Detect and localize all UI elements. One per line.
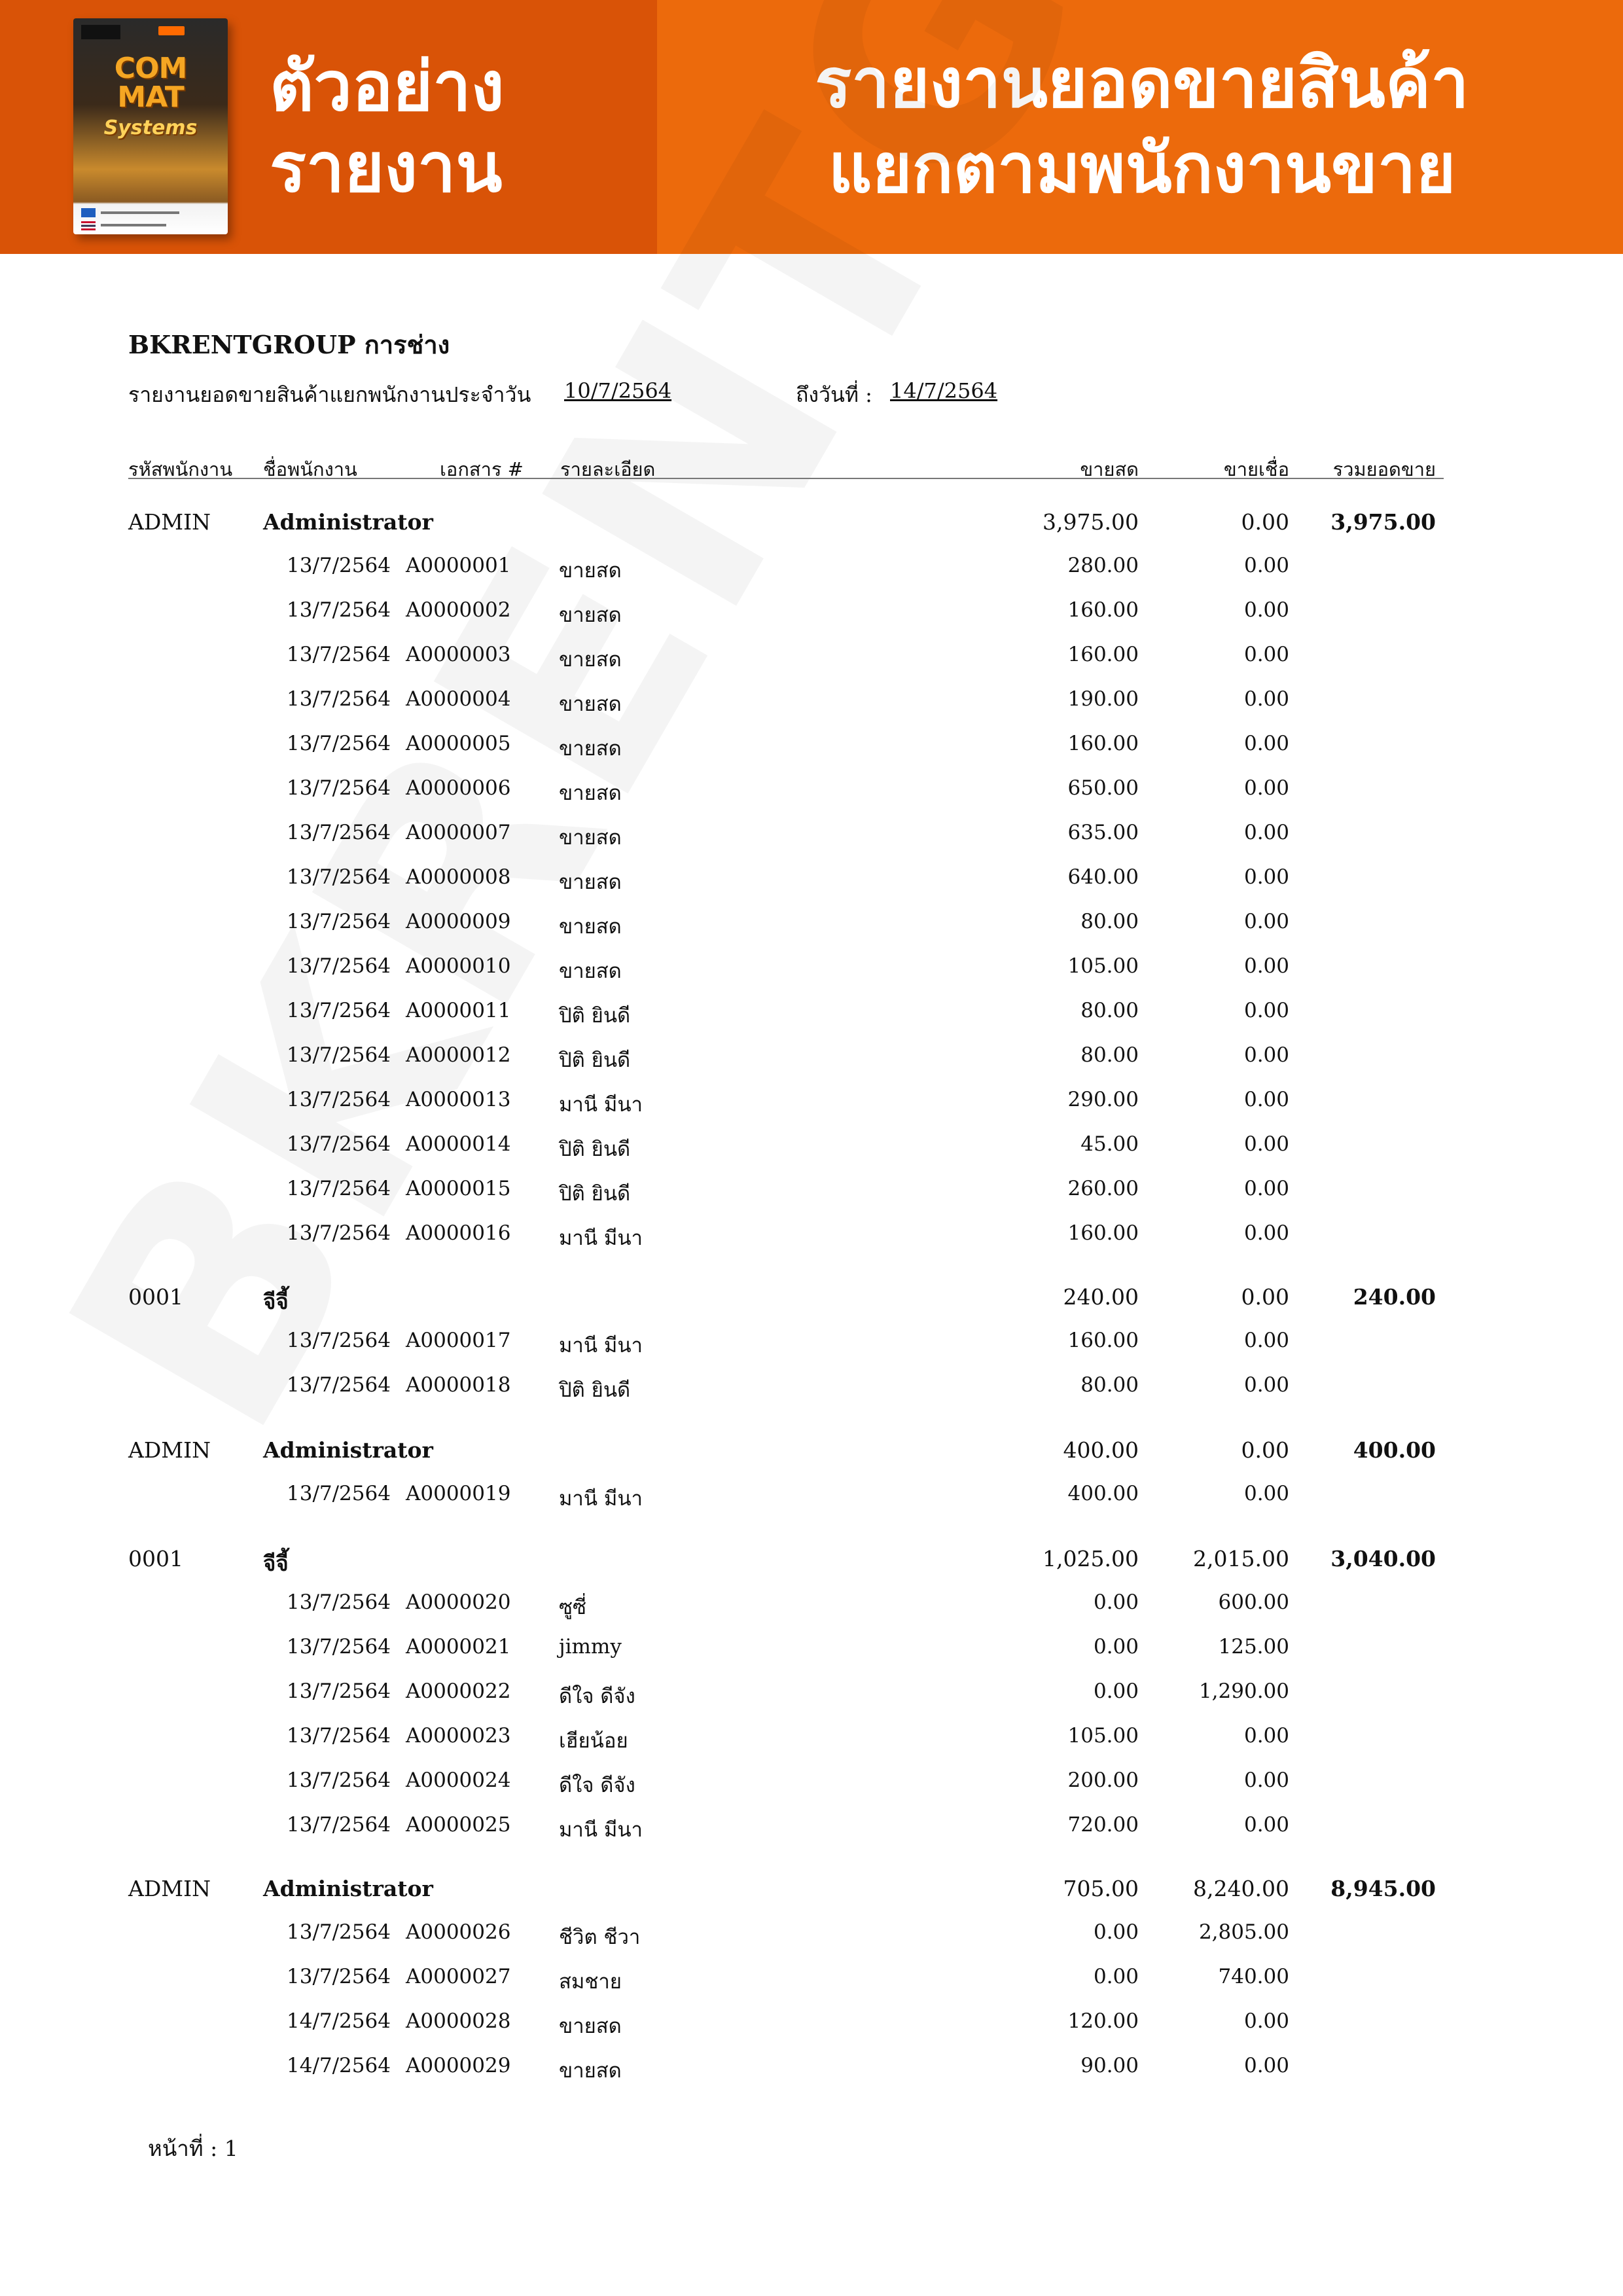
doc-description: มานี มีนา xyxy=(559,1227,643,1250)
product-box-image xyxy=(73,18,228,234)
doc-number: A0000019 xyxy=(406,1482,511,1505)
doc-date: 13/7/2564 xyxy=(287,1373,391,1397)
cash-amount: 635.00 xyxy=(1067,821,1139,844)
salesperson-code: ADMIN xyxy=(128,1876,211,1901)
credit-amount: 0.00 xyxy=(1243,1088,1289,1111)
doc-date: 13/7/2564 xyxy=(287,910,391,933)
cash-amount: 640.00 xyxy=(1067,865,1139,889)
cash-amount: 650.00 xyxy=(1067,776,1139,800)
table-row xyxy=(0,1329,1623,1360)
table-row xyxy=(0,598,1623,630)
table-row xyxy=(0,2009,1623,2041)
group-grand-total: 3,975.00 xyxy=(1330,509,1436,535)
table-row xyxy=(0,1482,1623,1513)
doc-description: ปิติ ยินดี xyxy=(559,1004,631,1028)
doc-number: A0000001 xyxy=(406,554,511,577)
credit-amount: 0.00 xyxy=(1243,1177,1289,1200)
credit-amount: 0.00 xyxy=(1243,554,1289,577)
doc-number: A0000006 xyxy=(406,776,511,800)
credit-amount: 740.00 xyxy=(1218,1965,1289,1988)
group-cash-total: 1,025.00 xyxy=(1043,1546,1139,1571)
table-row xyxy=(0,1373,1623,1405)
doc-description: ขายสด xyxy=(559,603,622,627)
doc-number: A0000022 xyxy=(406,1679,511,1703)
group-credit-total: 0.00 xyxy=(1241,1437,1289,1463)
cash-amount: 160.00 xyxy=(1067,1221,1139,1245)
credit-amount: 0.00 xyxy=(1243,776,1289,800)
salesperson-group-row xyxy=(0,509,1623,541)
credit-amount: 0.00 xyxy=(1243,1813,1289,1837)
salesperson-group-row xyxy=(0,1876,1623,1907)
doc-number: A0000016 xyxy=(406,1221,511,1245)
credit-amount: 0.00 xyxy=(1243,598,1289,622)
doc-date: 13/7/2564 xyxy=(287,865,391,889)
cash-amount: 80.00 xyxy=(1080,910,1139,933)
doc-number: A0000017 xyxy=(406,1329,511,1352)
group-cash-total: 705.00 xyxy=(1063,1876,1139,1901)
doc-date: 13/7/2564 xyxy=(287,1768,391,1792)
product-box-top-strip xyxy=(81,25,120,39)
doc-date: 13/7/2564 xyxy=(287,554,391,577)
table-row xyxy=(0,999,1623,1030)
col-header-credit: ขายเชื่อ xyxy=(1223,458,1289,480)
salesperson-group-row xyxy=(0,1546,1623,1577)
doc-description: มานี มีนา xyxy=(559,1334,643,1357)
company-name: BKRENTGROUP การช่าง xyxy=(128,330,450,359)
product-logo-sub: Systems xyxy=(103,117,198,139)
doc-description: ชีวิต ชีวา xyxy=(559,1926,641,1949)
doc-number: A0000029 xyxy=(406,2054,511,2077)
table-row xyxy=(0,1679,1623,1711)
table-row xyxy=(0,1965,1623,1996)
doc-description: ซูซี่ xyxy=(559,1596,587,1619)
doc-description: jimmy xyxy=(559,1635,622,1659)
credit-amount: 0.00 xyxy=(1243,1329,1289,1352)
doc-description: มานี มีนา xyxy=(559,1487,643,1511)
cash-amount: 260.00 xyxy=(1067,1177,1139,1200)
salesperson-code: 0001 xyxy=(128,1546,183,1571)
product-box-text-line xyxy=(101,211,179,214)
doc-date: 14/7/2564 xyxy=(287,2054,391,2077)
doc-number: A0000014 xyxy=(406,1132,511,1156)
doc-description: มานี มีนา xyxy=(559,1818,643,1842)
doc-number: A0000005 xyxy=(406,732,511,755)
cash-amount: 80.00 xyxy=(1080,1373,1139,1397)
credit-amount: 0.00 xyxy=(1243,821,1289,844)
doc-description: ขายสด xyxy=(559,559,622,583)
date-to: 14/7/2564 xyxy=(890,378,998,403)
report-title-line xyxy=(128,378,998,412)
credit-amount: 0.00 xyxy=(1243,2054,1289,2077)
doc-date: 13/7/2564 xyxy=(287,1132,391,1156)
cash-amount: 0.00 xyxy=(1093,1920,1139,1944)
salesperson-group-row xyxy=(0,1437,1623,1469)
doc-date: 13/7/2564 xyxy=(287,732,391,755)
credit-amount: 0.00 xyxy=(1243,954,1289,978)
doc-date: 13/7/2564 xyxy=(287,1679,391,1703)
doc-date: 13/7/2564 xyxy=(287,687,391,711)
thai-flag-icon xyxy=(81,221,96,230)
cash-amount: 160.00 xyxy=(1067,598,1139,622)
table-row xyxy=(0,643,1623,674)
header-banner xyxy=(0,0,1623,254)
doc-number: A0000021 xyxy=(406,1635,511,1659)
group-cash-total: 400.00 xyxy=(1063,1437,1139,1463)
credit-amount: 0.00 xyxy=(1243,1132,1289,1156)
col-header-cash: ขายสด xyxy=(1080,458,1139,480)
doc-description: ขายสด xyxy=(559,737,622,761)
doc-date: 13/7/2564 xyxy=(287,643,391,666)
product-box-badge xyxy=(158,26,185,35)
credit-amount: 0.00 xyxy=(1243,999,1289,1022)
doc-description: ขายสด xyxy=(559,826,622,850)
salesperson-code: 0001 xyxy=(128,1284,183,1310)
banner-title-right-line2: แยกตามพนักงานขาย xyxy=(828,128,1456,208)
doc-number: A0000011 xyxy=(406,999,511,1022)
doc-date: 13/7/2564 xyxy=(287,1590,391,1614)
table-row xyxy=(0,1590,1623,1622)
doc-date: 13/7/2564 xyxy=(287,1724,391,1748)
banner-title-right xyxy=(661,41,1623,211)
table-row xyxy=(0,910,1623,941)
table-row xyxy=(0,1043,1623,1075)
banner-title-right-line1: รายงานยอดขายสินค้า xyxy=(815,43,1469,123)
cash-amount: 160.00 xyxy=(1067,732,1139,755)
doc-date: 13/7/2564 xyxy=(287,1088,391,1111)
doc-date: 13/7/2564 xyxy=(287,821,391,844)
doc-number: A0000004 xyxy=(406,687,511,711)
table-row xyxy=(0,1177,1623,1208)
product-logo-line2: MAT xyxy=(117,81,184,114)
salesperson-name: Administrator xyxy=(263,1437,433,1463)
group-credit-total: 0.00 xyxy=(1241,1284,1289,1310)
doc-date: 13/7/2564 xyxy=(287,1043,391,1067)
credit-amount: 0.00 xyxy=(1243,1482,1289,1505)
cash-amount: 105.00 xyxy=(1067,1724,1139,1748)
doc-number: A0000028 xyxy=(406,2009,511,2033)
credit-amount: 0.00 xyxy=(1243,865,1289,889)
banner-left-panel xyxy=(0,0,657,254)
salesperson-name: Administrator xyxy=(263,509,433,535)
doc-date: 13/7/2564 xyxy=(287,1813,391,1837)
table-row xyxy=(0,1088,1623,1119)
group-grand-total: 8,945.00 xyxy=(1330,1876,1436,1901)
credit-amount: 2,805.00 xyxy=(1198,1920,1289,1944)
cash-amount: 200.00 xyxy=(1067,1768,1139,1792)
header-divider xyxy=(128,478,1444,479)
group-grand-total: 400.00 xyxy=(1353,1437,1436,1463)
credit-amount: 125.00 xyxy=(1218,1635,1289,1659)
col-header-detail: รายละเอียด xyxy=(560,458,656,480)
doc-date: 14/7/2564 xyxy=(287,2009,391,2033)
group-cash-total: 3,975.00 xyxy=(1043,509,1139,535)
doc-date: 13/7/2564 xyxy=(287,776,391,800)
col-header-doc: เอกสาร # xyxy=(440,458,524,480)
date-to-label: ถึงวันที่ : xyxy=(796,382,872,407)
table-row xyxy=(0,554,1623,585)
cash-amount: 45.00 xyxy=(1080,1132,1139,1156)
salesperson-code: ADMIN xyxy=(128,509,211,535)
doc-description: ปิติ ยินดี xyxy=(559,1049,631,1072)
doc-date: 13/7/2564 xyxy=(287,1635,391,1659)
doc-number: A0000025 xyxy=(406,1813,511,1837)
doc-date: 13/7/2564 xyxy=(287,1177,391,1200)
doc-description: สมชาย xyxy=(559,1970,622,1994)
table-row xyxy=(0,1768,1623,1800)
doc-description: ขายสด xyxy=(559,648,622,672)
credit-amount: 0.00 xyxy=(1243,687,1289,711)
doc-description: ปิติ ยินดี xyxy=(559,1378,631,1402)
table-row xyxy=(0,1724,1623,1755)
doc-description: ขายสด xyxy=(559,870,622,894)
col-header-name: ชื่อพนักงาน xyxy=(263,458,357,480)
cash-amount: 105.00 xyxy=(1067,954,1139,978)
doc-number: A0000002 xyxy=(406,598,511,622)
page-number: หน้าที่ : 1 xyxy=(148,2136,238,2161)
doc-description: ขายสด xyxy=(559,960,622,983)
cash-amount: 290.00 xyxy=(1067,1088,1139,1111)
doc-number: A0000012 xyxy=(406,1043,511,1067)
credit-amount: 1,290.00 xyxy=(1198,1679,1289,1703)
product-logo xyxy=(80,54,221,112)
doc-date: 13/7/2564 xyxy=(287,1965,391,1988)
cash-amount: 80.00 xyxy=(1080,999,1139,1022)
credit-amount: 0.00 xyxy=(1243,910,1289,933)
report-title-label: รายงานยอดขายสินค้าแยกพนักงานประจำวัน xyxy=(128,382,531,407)
doc-number: A0000023 xyxy=(406,1724,511,1748)
table-row xyxy=(0,1221,1623,1253)
salesperson-group-row xyxy=(0,1284,1623,1316)
cash-amount: 160.00 xyxy=(1067,643,1139,666)
banner-title-left xyxy=(270,46,636,208)
group-grand-total: 3,040.00 xyxy=(1330,1546,1436,1571)
doc-date: 13/7/2564 xyxy=(287,1329,391,1352)
table-row xyxy=(0,1813,1623,1844)
table-row xyxy=(0,732,1623,763)
cash-amount: 280.00 xyxy=(1067,554,1139,577)
doc-description: ขายสด xyxy=(559,2015,622,2038)
doc-description: ขายสด xyxy=(559,781,622,805)
doc-number: A0000008 xyxy=(406,865,511,889)
table-row xyxy=(0,687,1623,719)
cash-amount: 190.00 xyxy=(1067,687,1139,711)
doc-number: A0000003 xyxy=(406,643,511,666)
cash-amount: 0.00 xyxy=(1093,1635,1139,1659)
salesperson-code: ADMIN xyxy=(128,1437,211,1463)
windows-icon xyxy=(81,208,96,217)
credit-amount: 600.00 xyxy=(1218,1590,1289,1614)
table-row xyxy=(0,821,1623,852)
doc-number: A0000018 xyxy=(406,1373,511,1397)
doc-date: 13/7/2564 xyxy=(287,598,391,622)
group-cash-total: 240.00 xyxy=(1063,1284,1139,1310)
doc-description: มานี มีนา xyxy=(559,1093,643,1117)
group-credit-total: 2,015.00 xyxy=(1193,1546,1289,1571)
doc-description: ดีใจ ดีจัง xyxy=(559,1685,635,1708)
salesperson-name: จีจี้ xyxy=(263,1551,289,1576)
credit-amount: 0.00 xyxy=(1243,1043,1289,1067)
doc-description: ปิติ ยินดี xyxy=(559,1138,631,1161)
cash-amount: 0.00 xyxy=(1093,1965,1139,1988)
product-box-text-line xyxy=(101,224,166,226)
doc-description: ขายสด xyxy=(559,2059,622,2083)
group-grand-total: 240.00 xyxy=(1353,1284,1436,1310)
table-row xyxy=(0,1920,1623,1952)
credit-amount: 0.00 xyxy=(1243,2009,1289,2033)
doc-description: ขายสด xyxy=(559,915,622,939)
cash-amount: 0.00 xyxy=(1093,1679,1139,1703)
doc-number: A0000009 xyxy=(406,910,511,933)
credit-amount: 0.00 xyxy=(1243,1373,1289,1397)
doc-number: A0000020 xyxy=(406,1590,511,1614)
doc-date: 13/7/2564 xyxy=(287,999,391,1022)
doc-number: A0000013 xyxy=(406,1088,511,1111)
doc-description: เฮียน้อย xyxy=(559,1729,628,1753)
doc-description: ขายสด xyxy=(559,692,622,716)
table-row xyxy=(0,776,1623,808)
date-from: 10/7/2564 xyxy=(564,378,672,403)
cash-amount: 160.00 xyxy=(1067,1329,1139,1352)
cash-amount: 120.00 xyxy=(1067,2009,1139,2033)
doc-description: ปิติ ยินดี xyxy=(559,1182,631,1206)
salesperson-name: Administrator xyxy=(263,1876,433,1901)
credit-amount: 0.00 xyxy=(1243,1221,1289,1245)
product-logo-line1: COM xyxy=(114,52,187,85)
credit-amount: 0.00 xyxy=(1243,1724,1289,1748)
salesperson-name: จีจี้ xyxy=(263,1289,289,1314)
banner-title-left-line1: ตัวอย่าง xyxy=(270,46,505,126)
credit-amount: 0.00 xyxy=(1243,643,1289,666)
table-row xyxy=(0,1132,1623,1164)
credit-amount: 0.00 xyxy=(1243,732,1289,755)
doc-date: 13/7/2564 xyxy=(287,954,391,978)
col-header-code: รหัสพนักงาน xyxy=(128,458,233,480)
banner-title-left-line2: รายงาน xyxy=(270,128,503,207)
doc-date: 13/7/2564 xyxy=(287,1221,391,1245)
cash-amount: 80.00 xyxy=(1080,1043,1139,1067)
table-row xyxy=(0,865,1623,897)
cash-amount: 90.00 xyxy=(1080,2054,1139,2077)
group-credit-total: 0.00 xyxy=(1241,509,1289,535)
col-header-total: รวมยอดขาย xyxy=(1332,458,1436,480)
table-row xyxy=(0,1635,1623,1666)
doc-description: ดีใจ ดีจัง xyxy=(559,1774,635,1797)
table-row xyxy=(0,954,1623,986)
table-row xyxy=(0,2054,1623,2085)
cash-amount: 0.00 xyxy=(1093,1590,1139,1614)
group-credit-total: 8,240.00 xyxy=(1193,1876,1289,1901)
cash-amount: 720.00 xyxy=(1067,1813,1139,1837)
doc-number: A0000015 xyxy=(406,1177,511,1200)
doc-date: 13/7/2564 xyxy=(287,1920,391,1944)
doc-date: 13/7/2564 xyxy=(287,1482,391,1505)
doc-number: A0000024 xyxy=(406,1768,511,1792)
doc-number: A0000026 xyxy=(406,1920,511,1944)
doc-number: A0000007 xyxy=(406,821,511,844)
credit-amount: 0.00 xyxy=(1243,1768,1289,1792)
cash-amount: 400.00 xyxy=(1067,1482,1139,1505)
doc-number: A0000010 xyxy=(406,954,511,978)
doc-number: A0000027 xyxy=(406,1965,511,1988)
